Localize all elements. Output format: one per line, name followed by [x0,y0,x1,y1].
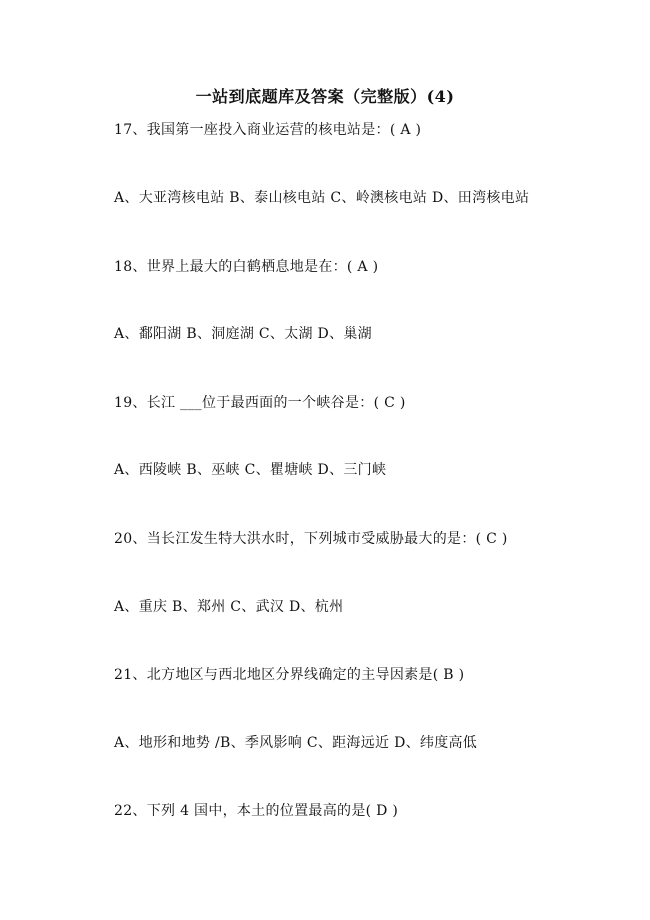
question-22: 22、下列 4 国中，本土的位置最高的是( D ) [114,803,399,819]
document-title: 一站到底题库及答案（完整版）(4) [195,87,455,106]
question-18-options: A、鄱阳湖 B、洞庭湖 C、太湖 D、巢湖 [114,326,372,342]
question-20: 20、当长江发生特大洪水时，下列城市受威胁最大的是：( C ) [114,531,508,547]
question-19-options: A、西陵峡 B、巫峡 C、瞿塘峡 D、三门峡 [114,462,387,478]
question-20-options: A、重庆 B、郑州 C、武汉 D、杭州 [114,599,344,615]
question-21-options: A、地形和地势 /B、季风影响 C、距海远近 D、纬度高低 [114,735,478,751]
question-18: 18、世界上最大的白鹤栖息地是在：( A ) [114,259,379,275]
question-17-options: A、大亚湾核电站 B、泰山核电站 C、岭澳核电站 D、田湾核电站 [114,190,530,206]
question-19: 19、长江 ___位于最西面的一个峡谷是：( C ) [114,395,406,411]
question-17: 17、我国第一座投入商业运营的核电站是：( A ) [114,122,422,138]
question-21: 21、北方地区与西北地区分界线确定的主导因素是( B ) [114,667,465,683]
